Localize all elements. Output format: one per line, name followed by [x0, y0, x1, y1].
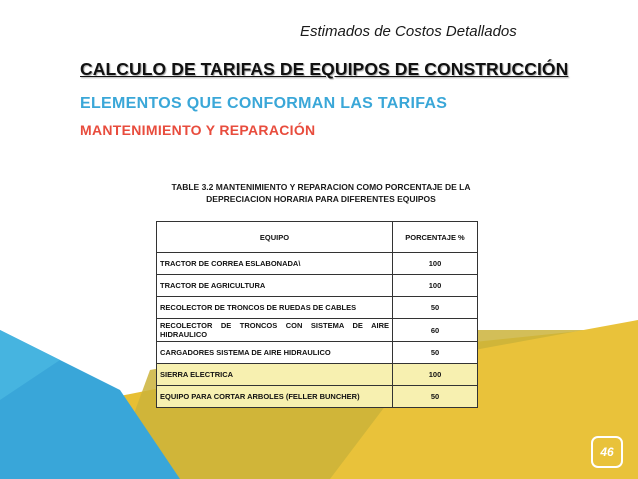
- cell-porcentaje: 50: [393, 297, 478, 319]
- cell-porcentaje: 100: [393, 275, 478, 297]
- section-heading: ELEMENTOS QUE CONFORMAN LAS TARIFAS: [80, 95, 448, 112]
- cell-equipo: TRACTOR DE CORREA ESLABONADA\: [157, 253, 393, 275]
- cell-equipo: SIERRA ELECTRICA: [157, 364, 393, 386]
- cell-porcentaje: 100: [393, 253, 478, 275]
- section-subheading: MANTENIMIENTO Y REPARACIÓN: [80, 122, 316, 138]
- cell-equipo: RECOLECTOR DE TRONCOS DE RUEDAS DE CABLES: [157, 297, 393, 319]
- cell-porcentaje: 50: [393, 342, 478, 364]
- header-porcentaje: PORCENTAJE %: [393, 222, 478, 253]
- page-number-badge: 46: [591, 436, 623, 468]
- table-row: [157, 253, 478, 275]
- header-equipo: EQUIPO: [157, 222, 393, 253]
- table-row: [157, 364, 478, 386]
- cell-equipo: EQUIPO PARA CORTAR ARBOLES (FELLER BUNCHER): [157, 386, 393, 408]
- maintenance-table: [156, 221, 478, 408]
- table-row: [157, 297, 478, 319]
- cell-equipo: CARGADORES SISTEMA DE AIRE HIDRAULICO: [157, 342, 393, 364]
- cell-porcentaje: 50: [393, 386, 478, 408]
- table-caption: TABLE 3.2 MANTENIMIENTO Y REPARACION COMO PORCENTAJE DE LA DEPRECIACION HORARIA PARA DIFERENTES EQUIPOS: [171, 182, 471, 204]
- cell-equipo: TRACTOR DE AGRICULTURA: [157, 275, 393, 297]
- table-row: [157, 275, 478, 297]
- table-row: [157, 319, 478, 342]
- table-header-row: [157, 222, 478, 253]
- slide-title: CALCULO DE TARIFAS DE EQUIPOS DE CONSTRUCCIÓN: [80, 59, 569, 79]
- table-row: [157, 342, 478, 364]
- cell-equipo: RECOLECTOR DE TRONCOS CON SISTEMA DE AIRE HIDRAULICO: [157, 319, 393, 342]
- cell-porcentaje: 100: [393, 364, 478, 386]
- table-row: [157, 386, 478, 408]
- cell-porcentaje: 60: [393, 319, 478, 342]
- slide-subtitle: Estimados de Costos Detallados: [300, 23, 517, 40]
